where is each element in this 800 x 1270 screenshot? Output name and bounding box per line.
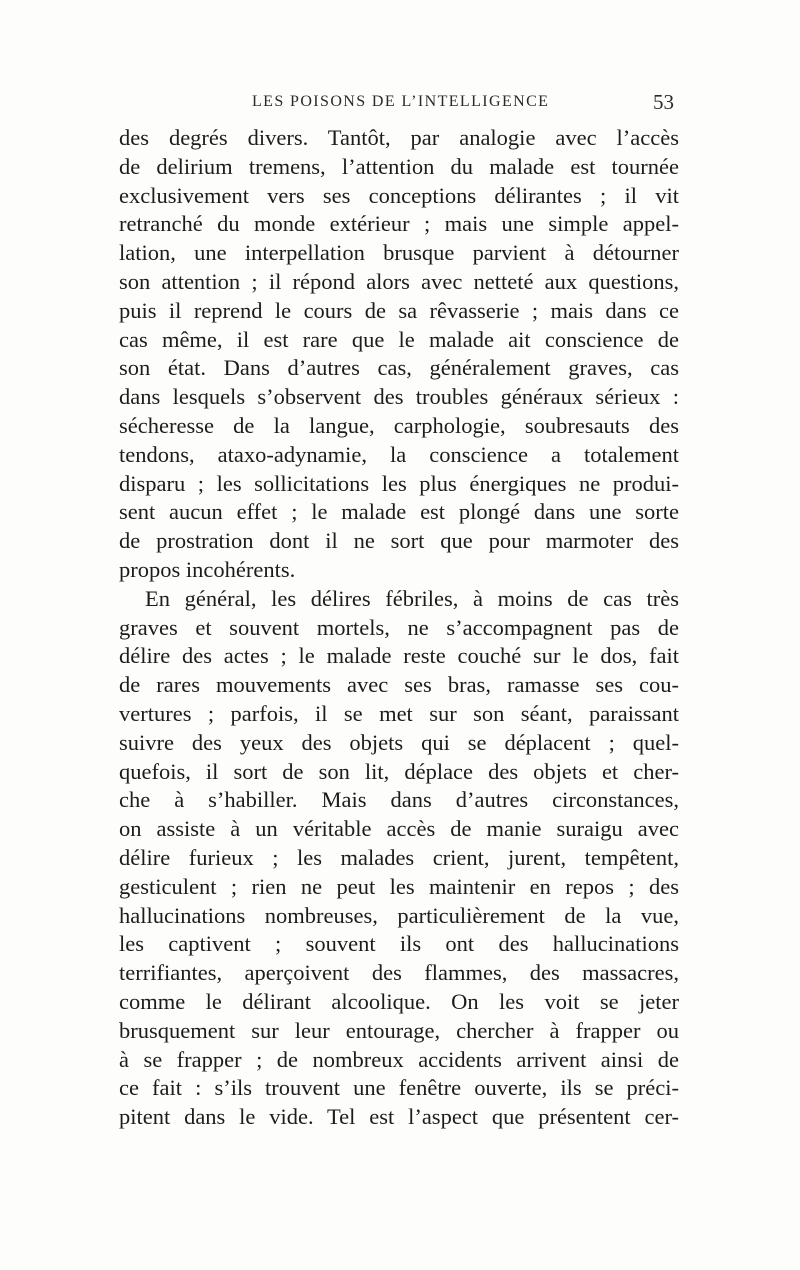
text-line: on assiste à un véritable accès de manie suraigu avec <box>119 816 679 842</box>
running-title: LES POISONS DE L’INTELLIGENCE <box>252 93 550 110</box>
text-line: propos incohérents. <box>119 556 296 582</box>
text-line: sécheresse de la langue, carphologie, soubresauts des <box>119 412 679 438</box>
text-line: gesticulent ; rien ne peut les maintenir en repos ; des <box>119 873 679 899</box>
text-line: che à s’habiller. Mais dans d’autres circonstances, <box>119 787 679 813</box>
text-line: délire furieux ; les malades crient, jurent, tempêtent, <box>119 844 679 870</box>
text-line: quefois, il sort de son lit, déplace des objets et cher- <box>119 758 679 784</box>
running-head <box>118 90 678 117</box>
text-line: à se frapper ; de nombreux accidents arrivent ainsi de <box>119 1046 679 1072</box>
text-line: cas même, il est rare que le malade ait conscience de <box>119 326 679 352</box>
text-line: dans lesquels s’observent des troubles généraux sérieux : <box>119 384 679 410</box>
text-line: graves et souvent mortels, ne s’accompagnent pas de <box>119 614 679 640</box>
text-line: les captivent ; souvent ils ont des hallucinations <box>119 931 679 957</box>
page-number: 53 <box>653 90 674 114</box>
text-line: retranché du monde extérieur ; mais une simple appel- <box>119 211 679 237</box>
text-line: exclusivement vers ses conceptions délirantes ; il vit <box>119 182 679 208</box>
text-line: de delirium tremens, l’attention du malade est tournée <box>119 153 679 179</box>
text-line: son attention ; il répond alors avec netteté aux questions, <box>119 268 679 294</box>
text-line: tendons, ataxo-adynamie, la conscience a totalement <box>119 441 679 467</box>
body-text <box>119 124 679 1132</box>
text-line: pitent dans le vide. Tel est l’aspect que présentent cer- <box>119 1104 679 1130</box>
text-line: En général, les délires fébriles, à moins de cas très <box>145 585 679 611</box>
text-line: délire des actes ; le malade reste couché sur le dos, fait <box>119 643 679 669</box>
text-line: son état. Dans d’autres cas, généralement graves, cas <box>119 355 679 381</box>
text-line: vertures ; parfois, il se met sur son séant, paraissant <box>119 700 679 726</box>
text-line: hallucinations nombreuses, particulièrement de la vue, <box>119 902 679 928</box>
text-line: de prostration dont il ne sort que pour marmoter des <box>119 528 679 554</box>
text-line: de rares mouvements avec ses bras, ramasse ses cou- <box>119 672 679 698</box>
text-line: comme le délirant alcoolique. On les voit se jeter <box>119 988 679 1014</box>
text-line: sent aucun effet ; le malade est plongé dans une sorte <box>119 499 679 525</box>
text-line: ce fait : s’ils trouvent une fenêtre ouverte, ils se préci- <box>119 1075 679 1101</box>
text-line: puis il reprend le cours de sa rêvasserie ; mais dans ce <box>119 297 679 323</box>
text-line: lation, une interpellation brusque parvient à détourner <box>119 240 679 266</box>
text-line: des degrés divers. Tantôt, par analogie avec l’accès <box>119 125 679 150</box>
text-line: brusquement sur leur entourage, chercher à frapper ou <box>119 1017 679 1043</box>
text-line: disparu ; les sollicitations les plus énergiques ne produi- <box>119 470 679 496</box>
text-line: suivre des yeux des objets qui se déplacent ; quel- <box>119 729 679 755</box>
text-line: terrifiantes, aperçoivent des flammes, des massacres, <box>119 960 679 986</box>
